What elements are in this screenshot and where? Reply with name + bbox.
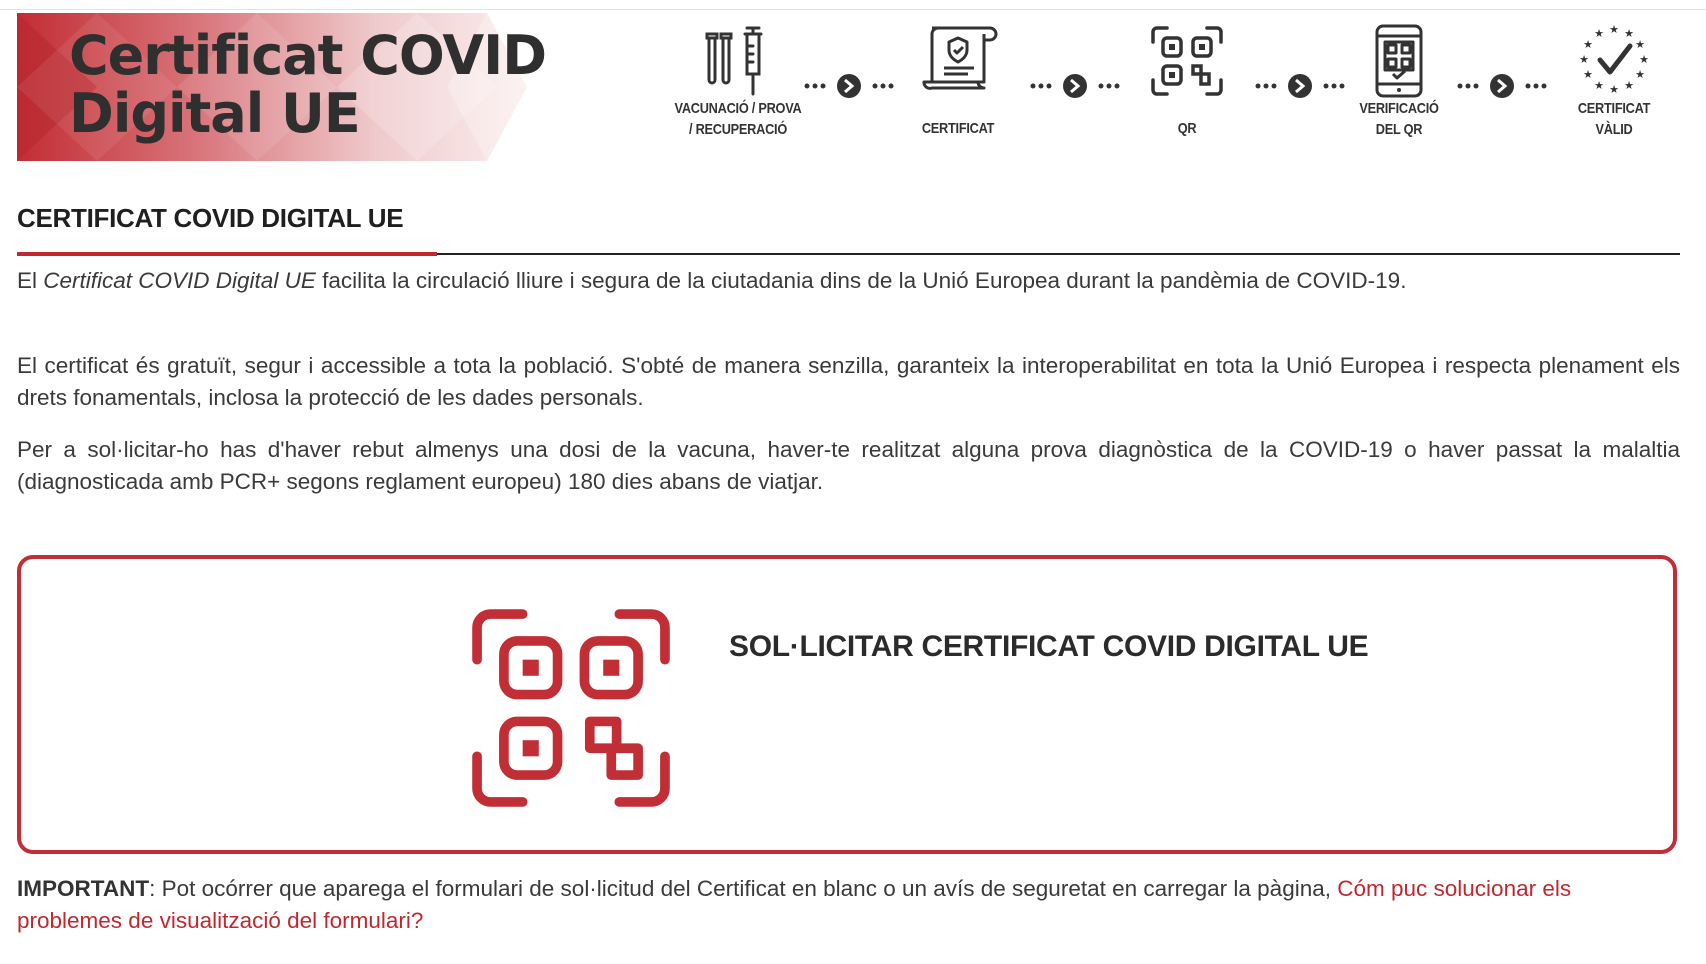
step-vaccination	[663, 24, 813, 140]
eu-stars-check-icon	[1574, 24, 1654, 98]
svg-text:★: ★	[1635, 38, 1645, 51]
banner-title	[69, 24, 547, 145]
svg-text:★: ★	[1635, 68, 1645, 81]
svg-text:★: ★	[1594, 27, 1604, 40]
svg-text:★: ★	[1609, 83, 1619, 96]
important-text: : Pot ocórrer que aparega el formulari de sol·licitud del Certificat en blanc o un avís de seguretat en carregar la pàgina,	[149, 876, 1338, 901]
intro-prefix: El	[17, 268, 44, 293]
intro-rest: facilita la circulació lliure i segura de la ciutadania dins de la Unió Europea durant la pandèmia de COVID-19.	[315, 268, 1407, 293]
banner	[17, 13, 572, 161]
step-valid-certificate	[1539, 24, 1689, 140]
step-label: CERTIFICAT VÀLID	[1577, 100, 1651, 138]
svg-text:★: ★	[1624, 79, 1634, 92]
qr-code-icon	[469, 606, 673, 810]
request-certificate-label[interactable]: SOL·LICITAR CERTIFICAT COVID DIGITAL UE	[729, 630, 1369, 663]
svg-text:★: ★	[1639, 53, 1649, 66]
svg-text:★: ★	[1594, 79, 1604, 92]
section-heading: CERTIFICAT COVID DIGITAL UE	[17, 203, 404, 233]
request-certificate-button[interactable]	[17, 555, 1677, 854]
step-label: QR	[1177, 120, 1197, 137]
chevron-right-circle-icon	[1029, 74, 1121, 98]
qr-code-icon	[1149, 24, 1225, 98]
chevron-right-circle-icon	[803, 74, 895, 98]
chevron-right-circle-icon	[1456, 74, 1548, 98]
display-problems-link[interactable]: Cóm puc solucionar els problemes de visualització del formulari?	[17, 876, 1572, 933]
step-qr-verification	[1324, 24, 1474, 140]
intro-paragraph	[17, 265, 1680, 297]
svg-text:★: ★	[1609, 24, 1619, 36]
step-label: VACUNACIÓ / PROVA / RECUPERACIÓ	[674, 100, 802, 138]
step-label: VERIFICACIÓ DEL QR	[1359, 100, 1439, 138]
vaccine-test-tubes-icon	[703, 24, 773, 98]
step-label: CERTIFICAT	[921, 120, 995, 137]
svg-text:★: ★	[1583, 68, 1593, 81]
free-certificate-paragraph: El certificat és gratuït, segur i accessible a tota la població. S'obté de manera senzilla, garanteix la interoperabilitat en tota la Unió Europea i respecta plenament els drets fonamentals, inclosa la protecció de les dades personals.	[17, 353, 1680, 410]
top-divider	[0, 9, 1706, 10]
step-qr	[1112, 24, 1262, 139]
important-label: IMPORTANT	[17, 876, 150, 901]
requirements-paragraph: Per a sol·licitar-ho has d'haver rebut almenys una dosi de la vacuna, haver-te realitzat alguna prova diagnòstica de la COVID-19 o haver passat la malaltia (diagnosticada amb PCR+ segons reglament europeu) 180 dies abans de viatjar.	[17, 437, 1680, 494]
banner-title-line2: Digital UE	[69, 82, 360, 145]
phone-qr-verification-icon	[1369, 24, 1429, 98]
certificate-scroll-icon	[918, 24, 998, 98]
heading-accent-bar	[17, 252, 437, 256]
step-certificate	[883, 24, 1033, 139]
important-note	[17, 873, 1680, 937]
intro-emphasis: Certificat COVID Digital UE	[43, 268, 316, 293]
svg-text:★: ★	[1579, 53, 1589, 66]
banner-title-line1: Certificat COVID	[69, 24, 547, 87]
svg-text:★: ★	[1583, 38, 1593, 51]
svg-text:★: ★	[1624, 27, 1634, 40]
